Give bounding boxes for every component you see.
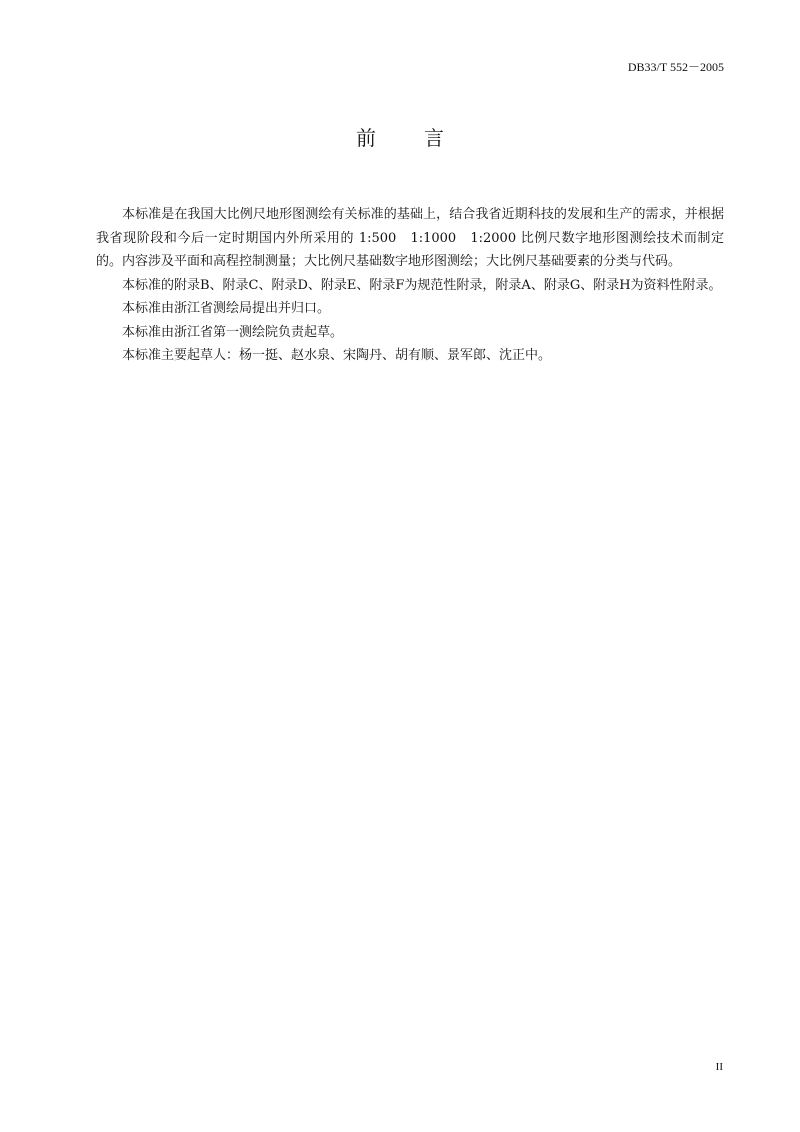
paragraph-drafting-unit: 本标准由浙江省第一测绘院负责起草。	[122, 324, 344, 340]
page-title: 前言	[356, 126, 492, 150]
document-code: DB33/T 552－2005	[627, 60, 724, 74]
paragraph-appendices: 本标准的附录B、附录C、附录D、附录E、附录F为规范性附录，附录A、附录G、附录H为资料性附录。	[122, 277, 722, 293]
paragraph-proposer: 本标准由浙江省测绘局提出并归口。	[122, 301, 331, 316]
page-number: II	[715, 1061, 723, 1073]
document-body	[96, 203, 724, 368]
paragraph-scope: 本标准是在我国大比例尺地形图测绘有关标准的基础上，结合我省近期科技的发展和生产的需求，并根据我省现阶段和今后一定时期国内外所采用的 1:500 1:1000 1:2000 比例尺数字地形图测绘技术而制定的。内容涉及平面和高程控制测量；大比例尺基础数字地形图测绘；大比例尺基础要素的分类与代码。	[96, 207, 724, 269]
paragraph-drafters: 本标准主要起草人：杨一挺、赵水泉、宋陶丹、胡有顺、景军郎、沈正中。	[122, 348, 552, 363]
